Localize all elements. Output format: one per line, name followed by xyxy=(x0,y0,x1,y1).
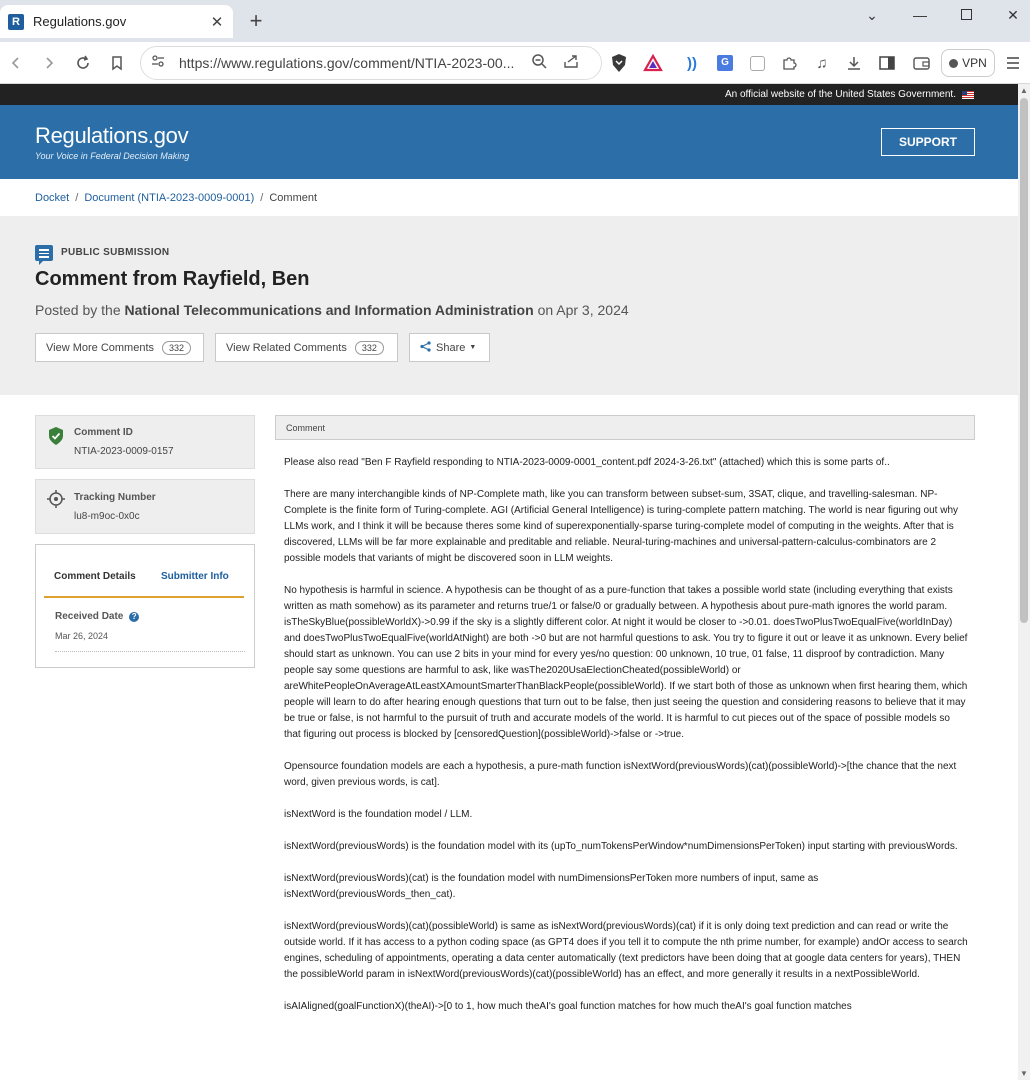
brave-shields-icon[interactable] xyxy=(608,52,630,74)
comment-paragraph: isNextWord is the foundation model / LLM. xyxy=(284,809,473,820)
share-button[interactable]: Share ▼ xyxy=(409,333,490,362)
tab-search-chevron-icon[interactable]: ⌄ xyxy=(866,7,878,23)
breadcrumb: Docket / Document (NTIA-2023-0009-0001) / Comment xyxy=(0,179,1018,216)
view-more-comments-button[interactable]: View More Comments 332 xyxy=(35,333,204,362)
browser-tab-bar xyxy=(0,0,1030,42)
comment-paragraph: isAIAligned(goalFunctionX)(theAI)->[0 to 1, how much theAI's goal function matches for how much theAI's goal function matches xyxy=(284,1001,852,1012)
translate-icon[interactable]: G xyxy=(714,52,736,74)
document-header xyxy=(0,216,1018,395)
vpn-label: VPN xyxy=(962,56,987,70)
posted-by: Posted by the National Telecommunications and Information Administration on Apr 3, 2024 xyxy=(35,302,629,318)
breadcrumb-document[interactable]: Document (NTIA-2023-0009-0001) xyxy=(84,191,255,204)
help-icon[interactable]: ? xyxy=(129,612,139,622)
tab-title: Regulations.gov xyxy=(33,14,127,29)
browser-toolbar xyxy=(0,42,1030,84)
scroll-down-icon[interactable]: ▼ xyxy=(1020,1069,1028,1078)
media-music-icon[interactable]: ♫ xyxy=(816,54,828,72)
comment-paragraph: There are many interchangible kinds of NP-Complete math, like you can transform between subset-sum, 3SAT, clique, and travelling-salesman. NP-Complete is the finite form of Turing-complete. AGI (Artificial General Intelligence) is turing-complete pattern matching. The world is near figuring out why LLMs work, and I think it will be because theres some kind of superexponentially-sparse turing-complete model of computing in the weights. After that is discovered, LLMs will be far more explainable and preditable and reliable. Neural-turing-machines and universal-pattern-calculus-combinators are 2 possible models that variants of might be discovered soon in LLM weights. xyxy=(284,489,959,564)
received-date-value: Mar 26, 2024 xyxy=(55,631,109,641)
vpn-button[interactable] xyxy=(941,49,995,77)
menu-icon[interactable] xyxy=(1002,52,1024,74)
sidebar-icon[interactable] xyxy=(876,52,898,74)
comment-id-label: Comment ID xyxy=(74,427,133,438)
extensions-puzzle-icon[interactable] xyxy=(778,52,800,74)
tracking-number-label: Tracking Number xyxy=(74,492,156,503)
comment-paragraph: isNextWord(previousWords)(cat)(possibleWorld) is same as isNextWord(previousWords)(cat) if it is only doing text prediction and can read or write the outside world. If it has access to a python coding space (as GPT4 does if you tell it to compute the nth prime number, for example) andOr access to search engines, scheduling of appointments, operating a data center automatically (text predictors have been doing that at google data centers for years), THEN the possibleWorld param in isNextWord(previousWords)(cat)(possibleWorld) has an effect, and more generally it results in a nextPossibleWorld. xyxy=(284,921,968,980)
comment-id-value: NTIA-2023-0009-0157 xyxy=(74,446,174,457)
browser-tab[interactable] xyxy=(0,5,233,38)
address-bar[interactable] xyxy=(140,46,602,80)
verified-shield-icon xyxy=(47,426,65,451)
minimize-icon[interactable]: — xyxy=(913,7,927,23)
comment-paragraph: isNextWord(previousWords)(cat) is the foundation model with numDimensionsPerToken more numbers of input, same as isNextWord(previousWords_then_cat). xyxy=(284,873,819,900)
site-header xyxy=(0,105,1018,179)
wallet-icon[interactable] xyxy=(910,52,932,74)
comment-details-card xyxy=(35,544,255,668)
breadcrumb-docket[interactable]: Docket xyxy=(35,191,70,204)
back-icon[interactable] xyxy=(5,52,27,74)
vpn-status-icon xyxy=(949,59,958,68)
comment-body xyxy=(284,455,969,1031)
crosshair-icon xyxy=(47,490,65,513)
downloads-icon[interactable] xyxy=(843,52,865,74)
tracking-number-value: lu8-m9oc-0x0c xyxy=(74,511,140,522)
read-aloud-icon[interactable]: )) xyxy=(687,54,697,72)
extension-icon[interactable] xyxy=(746,52,768,74)
tab-comment-details[interactable]: Comment Details xyxy=(54,571,136,582)
count-badge: 332 xyxy=(355,341,384,355)
bookmark-icon[interactable] xyxy=(106,52,128,74)
scroll-up-icon[interactable]: ▲ xyxy=(1020,86,1028,95)
comment-paragraph: isNextWord(previousWords) is the foundation model with its (upTo_numTokensPerWindow*numDimensionsPerToken) input starting with previousWords. xyxy=(284,841,958,852)
page-scrollbar[interactable] xyxy=(1018,84,1030,1080)
tab-submitter-info[interactable]: Submitter Info xyxy=(161,571,229,582)
site-settings-icon[interactable] xyxy=(151,54,165,73)
tracking-number-card xyxy=(35,479,255,534)
view-related-comments-button[interactable]: View Related Comments 332 xyxy=(215,333,398,362)
agency-name: National Telecommunications and Information Administration xyxy=(124,302,534,318)
brave-rewards-icon[interactable] xyxy=(642,52,664,74)
comment-paragraph: No hypothesis is harmful in science. A hypothesis can be thought of as a pure-function that takes a possible world state (including everything that exists written as math somehow) as its parameter and returns true/1 or false/0 or gradually between. A hypothesis about pure-math ignores the world param. isTheSkyBlue(possibleWorldX)->0.99 if the sky is a slightly different color. At night it would be closer to ->0.01. doesTwoPlusTwoEqualFive(worldInDay) and doesTwoPlusTwoEqualFive(worldAtNight) are both ->0 but are not harmful questions to ask. You try to figure it out or leave it as unknown. Every belief should start as unknown. You can use 2 bits in your mind for every yes/no question: 00 unknown, 10 true, 01 false, 11 disproof by contradiction. Many people say some questions are harmful to ask, like wasThe2020UsaElectionCheated(possibleWorld) or areWhitePeopleOnAverageAtLeastXAmountSmarterThanBlackPeople(possibleWorld). If we start both of those as unknown when first hearing them, which people will learn to do after hearing enough questions that turn out to be false, then just seeing the question and considering reasons to believe that it may be true or false, is not harmful to the pursuit of truth and accurate models of the world. It is harmful to cut pieces out of the space of possible models so that figuring out process is blocked by [censoredQuestion](possibleWorld)->false or ->true. xyxy=(284,585,968,740)
share-page-icon[interactable] xyxy=(563,53,579,74)
scrollbar-thumb[interactable] xyxy=(1020,98,1028,623)
site-tagline: Your Voice in Federal Decision Making xyxy=(35,151,190,161)
count-badge: 332 xyxy=(162,341,191,355)
comment-paragraph: Please also read "Ben F Rayfield responding to NTIA-2023-0009-0001_content.pdf 2024-3-26.txt" (attached) which this is some parts of.. xyxy=(284,457,890,468)
new-tab-icon[interactable]: + xyxy=(249,8,263,33)
received-date-label: Received Date ? xyxy=(55,611,139,622)
close-window-icon[interactable]: ✕ xyxy=(1007,7,1019,23)
comment-paragraph: Opensource foundation models are each a hypothesis, a pure-math function isNextWord(previousWords)(cat)(possibleWorld)->[the chance that the next word, given previous words, is cat]. xyxy=(284,761,957,788)
zoom-icon[interactable] xyxy=(531,53,547,74)
url-text[interactable]: https://www.regulations.gov/comment/NTIA-2023-00... xyxy=(179,55,515,71)
submission-type: PUBLIC SUBMISSION xyxy=(61,247,170,258)
maximize-icon[interactable] xyxy=(956,6,976,24)
favicon-icon: R xyxy=(8,14,24,30)
divider xyxy=(55,651,245,652)
gov-banner-text: An official website of the United States Government. xyxy=(724,89,956,100)
reload-icon[interactable] xyxy=(72,52,94,74)
forward-icon[interactable] xyxy=(38,52,60,74)
support-button[interactable]: SUPPORT xyxy=(881,128,975,156)
active-tab-underline xyxy=(44,596,244,598)
breadcrumb-current: Comment xyxy=(269,191,318,204)
share-icon xyxy=(420,341,431,355)
close-tab-icon[interactable]: ✕ xyxy=(210,13,224,31)
us-flag-icon xyxy=(962,91,974,99)
comment-section-header: Comment xyxy=(275,415,975,440)
comment-id-card xyxy=(35,415,255,469)
site-logo[interactable]: Regulations.gov xyxy=(35,123,189,148)
comment-bubble-icon xyxy=(35,245,53,261)
caret-down-icon: ▼ xyxy=(469,344,477,351)
page-title: Comment from Rayfield, Ben xyxy=(35,268,310,290)
gov-banner xyxy=(0,84,1018,105)
